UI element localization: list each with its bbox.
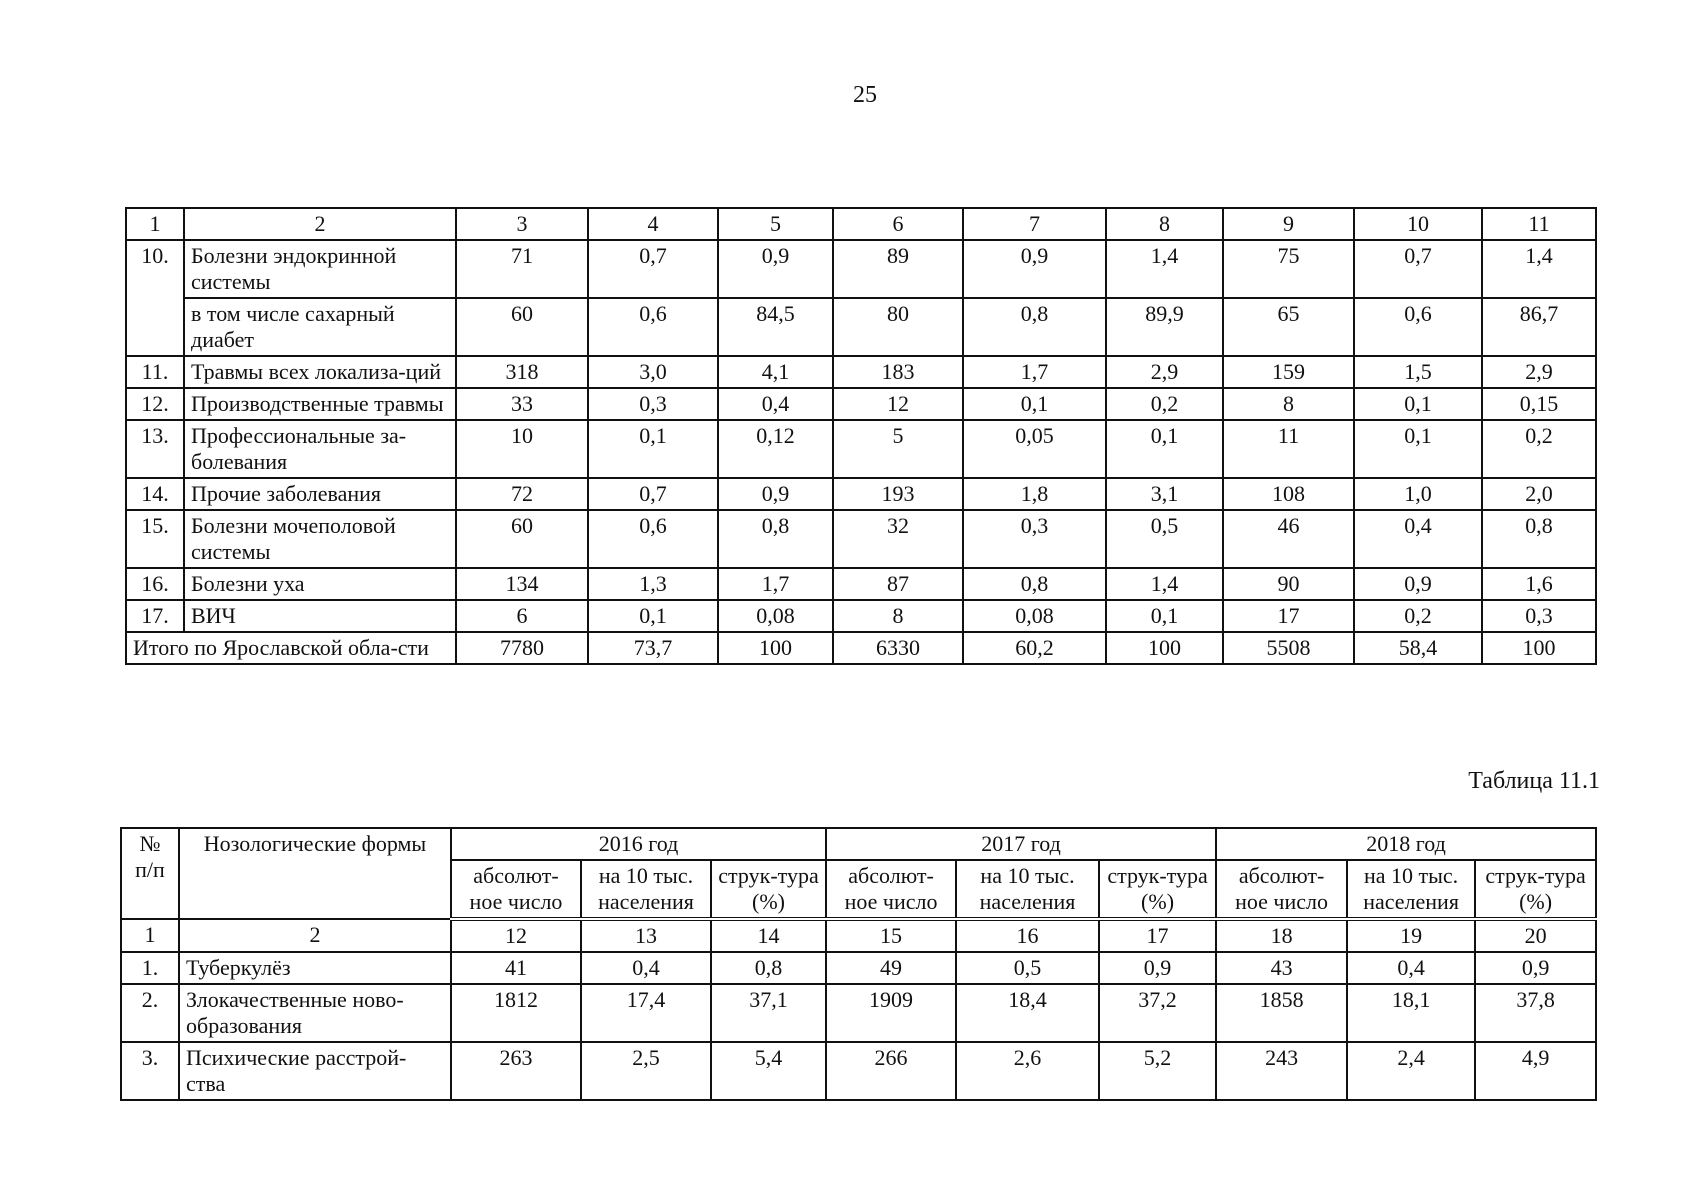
disease-name: Болезни мочеполовой системы: [184, 510, 456, 568]
value-cell: 17: [1223, 600, 1354, 632]
disease-name: в том числе сахарный диабет: [184, 298, 456, 356]
row-number: 3.: [121, 1042, 179, 1100]
value-cell: 0,1: [588, 420, 718, 478]
row-number: 14.: [126, 478, 184, 510]
header-abs: абсолют-ное число: [826, 860, 956, 919]
header-structure: струк-тура (%): [1099, 860, 1216, 919]
value-cell: 10: [456, 420, 588, 478]
value-cell: 60,2: [963, 632, 1106, 664]
value-cell: 0,1: [1354, 420, 1482, 478]
row-number: 11.: [126, 356, 184, 388]
value-cell: 80: [833, 298, 963, 356]
value-cell: 0,1: [588, 600, 718, 632]
column-number: 14: [711, 919, 826, 952]
value-cell: 100: [718, 632, 833, 664]
value-cell: 0,8: [711, 952, 826, 984]
value-cell: 6330: [833, 632, 963, 664]
value-cell: 60: [456, 510, 588, 568]
header-year-2016: 2016 год: [451, 828, 826, 860]
value-cell: 2,6: [956, 1042, 1099, 1100]
header-abs: абсолют-ное число: [451, 860, 581, 919]
value-cell: 90: [1223, 568, 1354, 600]
value-cell: 8: [833, 600, 963, 632]
header-per10k: на 10 тыс. населения: [581, 860, 711, 919]
value-cell: 0,9: [718, 478, 833, 510]
value-cell: 1,0: [1354, 478, 1482, 510]
value-cell: 0,7: [588, 478, 718, 510]
value-cell: 1,4: [1106, 240, 1223, 298]
disease-name: Болезни уха: [184, 568, 456, 600]
column-number: 1: [126, 208, 184, 240]
header-per10k: на 10 тыс. населения: [956, 860, 1099, 919]
row-number: 17.: [126, 600, 184, 632]
disease-name: Производственные травмы: [184, 388, 456, 420]
value-cell: 7780: [456, 632, 588, 664]
disease-name: Профессиональные за-болевания: [184, 420, 456, 478]
disease-name: Прочие заболевания: [184, 478, 456, 510]
row-number: 10.: [126, 240, 184, 356]
value-cell: 2,0: [1482, 478, 1596, 510]
header-year-2018: 2018 год: [1216, 828, 1596, 860]
value-cell: 18,1: [1347, 984, 1475, 1042]
value-cell: 0,4: [1347, 952, 1475, 984]
total-row: [126, 632, 1596, 664]
column-number: 8: [1106, 208, 1223, 240]
value-cell: 100: [1106, 632, 1223, 664]
value-cell: 0,6: [588, 510, 718, 568]
column-number: 1: [121, 919, 179, 952]
value-cell: 75: [1223, 240, 1354, 298]
value-cell: 0,5: [1106, 510, 1223, 568]
column-number: 18: [1216, 919, 1347, 952]
value-cell: 0,2: [1482, 420, 1596, 478]
value-cell: 43: [1216, 952, 1347, 984]
disease-table-continued: [125, 207, 1597, 665]
value-cell: 0,5: [956, 952, 1099, 984]
value-cell: 1,4: [1106, 568, 1223, 600]
table-row: [126, 568, 1596, 600]
value-cell: 1858: [1216, 984, 1347, 1042]
value-cell: 1,8: [963, 478, 1106, 510]
value-cell: 0,9: [1475, 952, 1596, 984]
value-cell: 0,6: [588, 298, 718, 356]
value-cell: 41: [451, 952, 581, 984]
header-structure: струк-тура (%): [1475, 860, 1596, 919]
value-cell: 0,7: [1354, 240, 1482, 298]
value-cell: 0,2: [1354, 600, 1482, 632]
header-per10k: на 10 тыс. населения: [1347, 860, 1475, 919]
value-cell: 2,9: [1106, 356, 1223, 388]
value-cell: 4,1: [718, 356, 833, 388]
value-cell: 8: [1223, 388, 1354, 420]
column-number: 20: [1475, 919, 1596, 952]
value-cell: 89: [833, 240, 963, 298]
column-number: 9: [1223, 208, 1354, 240]
value-cell: 0,4: [1354, 510, 1482, 568]
value-cell: 3,0: [588, 356, 718, 388]
disease-name: Психические расстрой-ства: [179, 1042, 451, 1100]
column-number: 2: [184, 208, 456, 240]
value-cell: 0,2: [1106, 388, 1223, 420]
column-number-row: [121, 919, 1596, 952]
value-cell: 0,1: [1106, 600, 1223, 632]
value-cell: 0,08: [718, 600, 833, 632]
table-caption: Таблица 11.1: [1468, 768, 1600, 794]
value-cell: 193: [833, 478, 963, 510]
header-structure: струк-тура (%): [711, 860, 826, 919]
value-cell: 71: [456, 240, 588, 298]
column-number: 10: [1354, 208, 1482, 240]
value-cell: 5: [833, 420, 963, 478]
table-row: [126, 478, 1596, 510]
value-cell: 87: [833, 568, 963, 600]
column-number: 19: [1347, 919, 1475, 952]
value-cell: 33: [456, 388, 588, 420]
disease-name: Злокачественные ново-образования: [179, 984, 451, 1042]
value-cell: 266: [826, 1042, 956, 1100]
value-cell: 0,9: [1354, 568, 1482, 600]
value-cell: 318: [456, 356, 588, 388]
value-cell: 100: [1482, 632, 1596, 664]
table-row: [126, 388, 1596, 420]
value-cell: 0,15: [1482, 388, 1596, 420]
value-cell: 6: [456, 600, 588, 632]
value-cell: 0,12: [718, 420, 833, 478]
value-cell: 1812: [451, 984, 581, 1042]
column-number: 2: [179, 919, 451, 952]
table-row: [126, 420, 1596, 478]
column-number: 13: [581, 919, 711, 952]
value-cell: 0,8: [963, 298, 1106, 356]
table-row: [126, 600, 1596, 632]
value-cell: 89,9: [1106, 298, 1223, 356]
value-cell: 0,1: [1106, 420, 1223, 478]
value-cell: 4,9: [1475, 1042, 1596, 1100]
value-cell: 0,8: [1482, 510, 1596, 568]
value-cell: 58,4: [1354, 632, 1482, 664]
value-cell: 72: [456, 478, 588, 510]
table-row: [126, 298, 1596, 356]
value-cell: 2,5: [581, 1042, 711, 1100]
value-cell: 0,8: [718, 510, 833, 568]
value-cell: 2,4: [1347, 1042, 1475, 1100]
value-cell: 1,7: [718, 568, 833, 600]
row-number: 2.: [121, 984, 179, 1042]
column-number: 12: [451, 919, 581, 952]
table-row: [121, 952, 1596, 984]
value-cell: 60: [456, 298, 588, 356]
column-number: 4: [588, 208, 718, 240]
value-cell: 37,8: [1475, 984, 1596, 1042]
value-cell: 1,5: [1354, 356, 1482, 388]
value-cell: 0,05: [963, 420, 1106, 478]
column-number: 17: [1099, 919, 1216, 952]
column-number: 6: [833, 208, 963, 240]
page-number: 25: [853, 82, 877, 108]
value-cell: 0,9: [963, 240, 1106, 298]
value-cell: 46: [1223, 510, 1354, 568]
total-label: Итого по Ярославской обла-сти: [126, 632, 456, 664]
header-num: № п/п: [121, 828, 179, 919]
value-cell: 37,2: [1099, 984, 1216, 1042]
value-cell: 134: [456, 568, 588, 600]
value-cell: 37,1: [711, 984, 826, 1042]
value-cell: 243: [1216, 1042, 1347, 1100]
value-cell: 84,5: [718, 298, 833, 356]
disease-table-11-1: [120, 827, 1597, 1101]
value-cell: 65: [1223, 298, 1354, 356]
value-cell: 1,7: [963, 356, 1106, 388]
value-cell: 5,2: [1099, 1042, 1216, 1100]
value-cell: 0,3: [588, 388, 718, 420]
row-number: 1.: [121, 952, 179, 984]
table-row: [121, 984, 1596, 1042]
column-number-row: [126, 208, 1596, 240]
row-number: 13.: [126, 420, 184, 478]
value-cell: 0,3: [1482, 600, 1596, 632]
row-number: 15.: [126, 510, 184, 568]
column-number: 11: [1482, 208, 1596, 240]
value-cell: 0,9: [1099, 952, 1216, 984]
value-cell: 49: [826, 952, 956, 984]
value-cell: 5508: [1223, 632, 1354, 664]
table-row: [126, 510, 1596, 568]
value-cell: 11: [1223, 420, 1354, 478]
value-cell: 0,3: [963, 510, 1106, 568]
column-number: 3: [456, 208, 588, 240]
header-name: Нозологические формы: [179, 828, 451, 919]
value-cell: 183: [833, 356, 963, 388]
column-number: 5: [718, 208, 833, 240]
disease-name: Туберкулёз: [179, 952, 451, 984]
header-year-2017: 2017 год: [826, 828, 1216, 860]
value-cell: 0,6: [1354, 298, 1482, 356]
value-cell: 0,9: [718, 240, 833, 298]
disease-name: Травмы всех локализа-ций: [184, 356, 456, 388]
header-abs: абсолют-ное число: [1216, 860, 1347, 919]
value-cell: 108: [1223, 478, 1354, 510]
value-cell: 18,4: [956, 984, 1099, 1042]
value-cell: 0,1: [1354, 388, 1482, 420]
table-row: [126, 356, 1596, 388]
value-cell: 0,1: [963, 388, 1106, 420]
table-row: [121, 1042, 1596, 1100]
value-cell: 0,4: [718, 388, 833, 420]
row-number: 16.: [126, 568, 184, 600]
value-cell: 17,4: [581, 984, 711, 1042]
value-cell: 0,4: [581, 952, 711, 984]
row-number: 12.: [126, 388, 184, 420]
value-cell: 1,4: [1482, 240, 1596, 298]
value-cell: 3,1: [1106, 478, 1223, 510]
value-cell: 0,08: [963, 600, 1106, 632]
value-cell: 1,6: [1482, 568, 1596, 600]
table-row: [126, 240, 1596, 298]
value-cell: 73,7: [588, 632, 718, 664]
value-cell: 5,4: [711, 1042, 826, 1100]
value-cell: 159: [1223, 356, 1354, 388]
value-cell: 2,9: [1482, 356, 1596, 388]
value-cell: 0,7: [588, 240, 718, 298]
column-number: 7: [963, 208, 1106, 240]
value-cell: 0,8: [963, 568, 1106, 600]
value-cell: 1,3: [588, 568, 718, 600]
column-number: 16: [956, 919, 1099, 952]
value-cell: 12: [833, 388, 963, 420]
disease-name: ВИЧ: [184, 600, 456, 632]
value-cell: 86,7: [1482, 298, 1596, 356]
column-number: 15: [826, 919, 956, 952]
value-cell: 263: [451, 1042, 581, 1100]
value-cell: 1909: [826, 984, 956, 1042]
value-cell: 32: [833, 510, 963, 568]
disease-name: Болезни эндокринной системы: [184, 240, 456, 298]
